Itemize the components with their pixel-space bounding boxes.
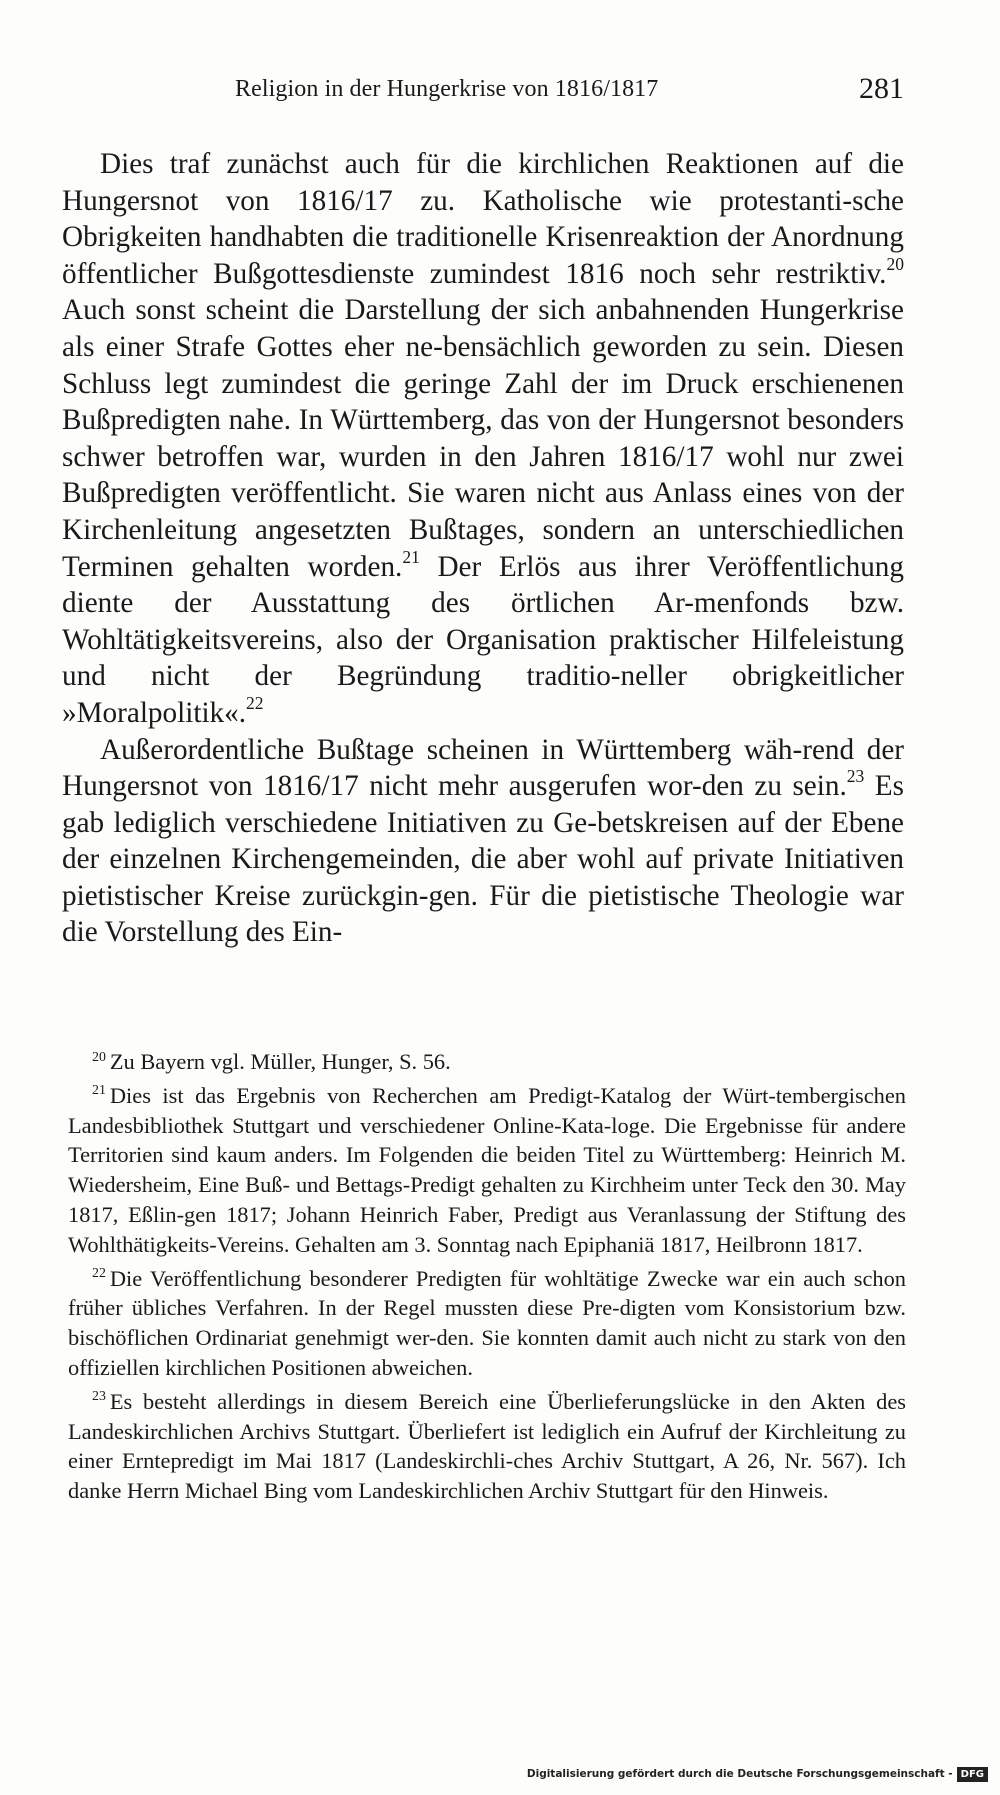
footnote-21 (68, 1081, 906, 1260)
main-text (62, 146, 904, 951)
digitization-credit (527, 1765, 988, 1783)
footnote-number: 21 (92, 1083, 106, 1099)
credit-text: Digitalisierung gefördert durch die Deutsche Forschungsgemeinschaft - (526, 1768, 953, 1780)
footnote-ref-21[interactable]: 21 (402, 546, 420, 567)
page-header (62, 72, 904, 112)
footnote-ref-20[interactable]: 20 (886, 253, 904, 274)
footnote-text: Dies ist das Ergebnis von Recherchen am Predigt-Katalog der Würt-tembergischen Landesbibliothek Stuttgart und verschiedener Online-Kata-loge. Die Ergebnisse für andere Territorien sind kaum anders. Im Folgenden die beiden Titel zu Württemberg: Heinrich M. Wiedersheim, Eine Buß- und Bettags-Predigt gehalten zu Kirchheim unter Teck den 30. May 1817, Eßlin-gen 1817; Johann Heinrich Faber, Predigt aus Veranlassung der Stiftung des Wohlthätigkeits-Vereins. Gehalten am 3. Sonntag nach Epiphaniä 1817, Heilbronn 1817. (68, 1082, 906, 1257)
footnote-ref-22[interactable]: 22 (246, 692, 264, 713)
paragraph-2: Außerordentliche Bußtage scheinen in Württemberg wäh-rend der Hungersnot von 1816/17 nicht mehr ausgerufen wor-den zu sein.$^{23}$ Es gab lediglich verschiedene Initiativen zu Ge-betskreisen auf der Ebene der einzelnen Kirchengemeinden, die aber wohl auf private Initiativen pietistischer Kreise zurückgin-gen. Für die pietistische Theologie war die Vorstellung des Ein- (62, 733, 904, 949)
footnote-number: 23 (92, 1389, 106, 1405)
footnote-23 (68, 1387, 906, 1506)
footnote-number: 20 (92, 1049, 106, 1065)
footnote-text: Zu Bayern vgl. Müller, Hunger, S. 56. (109, 1049, 451, 1074)
dfg-logo: DFG (957, 1767, 988, 1782)
footnote-ref-23[interactable]: 23 (846, 765, 865, 786)
footnote-text: Die Veröffentlichung besonderer Predigten für wohltätige Zwecke war ein auch schon früher übliches Verfahren. In der Regel mussten diese Pre-digten vom Konsistorium bzw. bischöflichen Ordinariat genehmigt wer-den. Sie konnten damit auch nicht zu stark von den offiziellen kirchlichen Positionen abweichen. (68, 1265, 906, 1380)
footnote-22 (68, 1264, 906, 1383)
paragraph-1: Dies traf zunächst auch für die kirchlichen Reaktionen auf die Hungersnot von 1816/17 zu. Katholische wie protestanti-sche Obrigkeiten handhabten die traditionelle Krisenreaktion der Anordnung öffentlicher Bußgottesdienste zumindest 1816 noch sehr restriktiv.$^{20}$ Auch sonst scheint die Darstellung der sich anbahnenden Hungerkrise als einer Strafe Gottes eher ne-bensächlich geworden zu sein. Diesen Schluss legt zumindest die geringe Zahl der im Druck erschienenen Bußpredigten nahe. In Württemberg, das von der Hungersnot besonders schwer betroffen war, wurden in den Jahren 1816/17 wohl nur zwei Bußpredigten veröffentlicht. Sie waren nicht aus Anlass eines von der Kirchenleitung angesetzten Bußtages, sondern an unterschiedlichen Terminen gehalten worden.$^{21}$ Der Erlös aus ihrer Veröffentlichung diente der Ausstattung des örtlichen Ar-menfonds bzw. Wohltätigkeitsvereins, also der Organisation praktischer Hilfeleistung und nicht der Begründung traditio-neller obrigkeitlicher »Moralpolitik«.$^{22}$ (62, 148, 904, 729)
footnote-20 (68, 1047, 906, 1077)
footnote-number: 22 (92, 1266, 106, 1282)
page-number: 281 (859, 72, 904, 105)
running-title: Religion in der Hungerkrise von 1816/1817 (235, 76, 659, 102)
footnote-text: Es besteht allerdings in diesem Bereich eine Überlieferungslücke in den Akten des Landeskirchlichen Archivs Stuttgart. Überliefert ist lediglich ein Aufruf der Kirchleitung zu einer Erntepredigt im Mai 1817 (Landeskirchli-ches Archiv Stuttgart, A 26, Nr. 567). Ich danke Herrn Michael Bing vom Landeskirchlichen Archiv Stuttgart für den Hinweis. (68, 1388, 906, 1504)
footnotes (68, 1047, 906, 1510)
